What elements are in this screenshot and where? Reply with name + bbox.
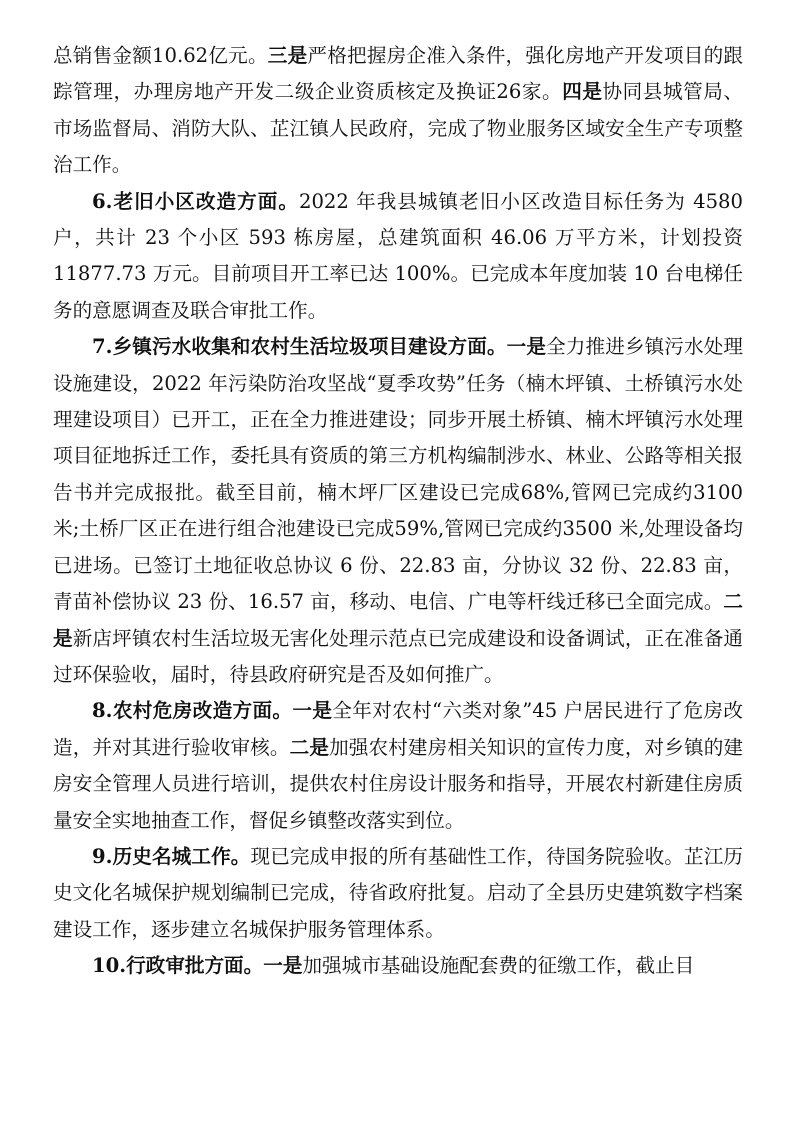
paragraph-sales-and-property xyxy=(53,38,743,184)
text-segment: 严格把握房企准入条件，强化房地产开发项目的跟踪管理，办理房地产开发二级企业资质核定及换证26家。 xyxy=(53,44,744,104)
text-segment: 全年对农村“六类对象”45 户居民进行了危房改造，并对其进行验收审核。 xyxy=(53,699,743,759)
emphasis-yi-shi: 一是 xyxy=(506,335,547,359)
emphasis-yi-shi: 一是 xyxy=(263,954,303,978)
text-segment: 全力推进乡镇污水处理设施建设，2022 年污染防治攻坚战“夏季攻势”任务（楠木坪镇、土桥镇污水处理建设项目）已开工，正在全力推进建设；同步开展土桥镇、楠木坪镇污水处理项目征地拆迁工作，委托具有资质的第三方机构编制涉水、林业、公路等相关报告书并完成报批。截至目前，楠木坪厂区建设已完成68%,管网已完成约3100米;土桥厂区正在进行组合池建设已完成59%,管网已完成约3500 米,处理设备均已进场。已签订土地征收总协议 6 份、22.83 亩，分协议 32 份、22.83 亩，青苗补偿协议 23 份、16.57 亩，移动、电信、广电等杆线迁移已全面完成。 xyxy=(53,335,744,614)
section-heading-8: 8.农村危房改造方面。 xyxy=(92,699,293,723)
emphasis-yi-shi: 一是 xyxy=(292,699,333,723)
emphasis-si-shi: 四是 xyxy=(562,80,603,104)
section-heading-9: 9.历史名城工作。 xyxy=(92,844,251,868)
section-heading-7: 7.乡镇污水收集和农村生活垃圾项目建设方面。 xyxy=(92,335,507,359)
paragraph-rural-housing xyxy=(53,693,743,839)
paragraph-sewage-and-garbage xyxy=(53,329,743,693)
text-segment: 协同县城管局、市场监督局、消防大队、芷江镇人民政府，完成了物业服务区域安全生产专项整治工作。 xyxy=(53,80,744,177)
emphasis-er-shi: 二是 xyxy=(289,735,330,759)
emphasis-san-shi: 三是 xyxy=(267,44,308,67)
section-heading-10: 10.行政审批方面。 xyxy=(92,954,264,978)
section-heading-6: 6.老旧小区改造方面。 xyxy=(92,189,299,213)
text-segment: 现已完成申报的所有基础性工作，待国务院验收。芷江历史文化名城保护规划编制已完成，待省政府批复。启动了全县历史建筑数字档案建设工作，逐步建立名城保护服务管理体系。 xyxy=(53,844,743,941)
text-segment: 加强农村建房相关知识的宣传力度，对乡镇的建房安全管理人员进行培训，提供农村住房设计服务和指导，开展农村新建住房质量安全实地抽查工作，督促乡镇整改落实到位。 xyxy=(53,735,744,832)
text-segment: 2022 年我县城镇老旧小区改造目标任务为 4580 户，共计 23 个小区 593 栋房屋，总建筑面积 46.06 万平方米，计划投资 11877.73 万元。目前项目开工率已达 100%。已完成本年度加装 10 台电梯任务的意愿调查及联合审批工作。 xyxy=(53,189,743,322)
paragraph-historic-city xyxy=(53,839,743,948)
emphasis-er-shi: 二是 xyxy=(53,590,743,650)
text-segment: 加强城市基础设施配套费的征缴工作，截止目 xyxy=(302,954,695,978)
paragraph-old-community-renovation xyxy=(53,184,743,330)
text-segment: 总销售金额10.62亿元。 xyxy=(53,44,268,67)
paragraph-administrative-approval xyxy=(53,948,743,984)
document-page xyxy=(53,38,743,985)
text-segment: 新店坪镇农村生活垃圾无害化处理示范点已完成建设和设备调试，正在准备通过环保验收，届时，待县政府研究是否及如何推广。 xyxy=(53,626,743,686)
